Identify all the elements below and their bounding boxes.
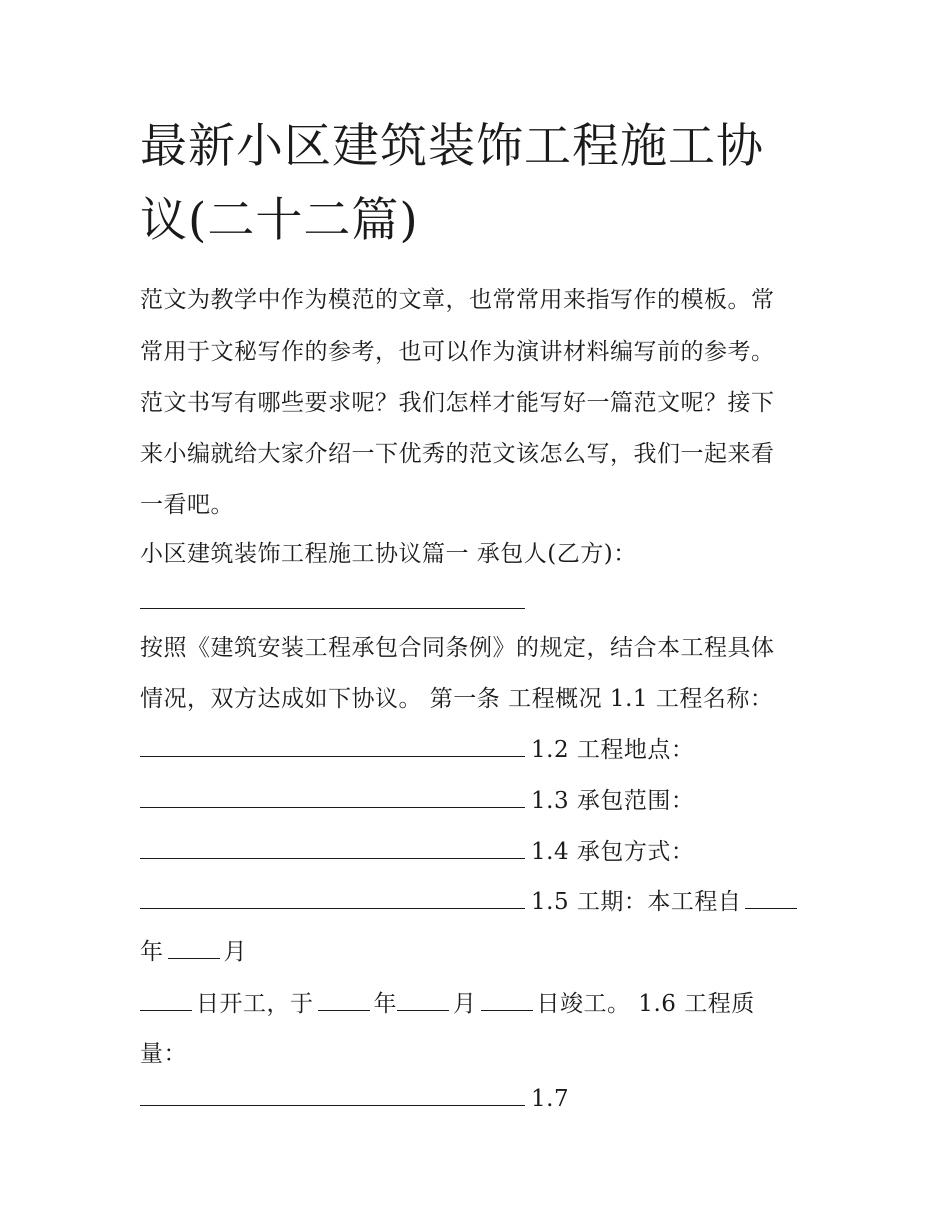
fill-in-blank: [168, 938, 220, 959]
item-1-7-line: [140, 1083, 820, 1115]
date-range-line: [140, 988, 820, 1020]
fill-in-blank: [397, 990, 449, 1011]
intro-line-5: 一看吧。: [140, 492, 234, 518]
title-line-1: 最新小区建筑装饰工程施工协: [140, 119, 764, 174]
start-label: 日开工，于: [196, 991, 314, 1017]
fill-in-blank: [140, 734, 525, 757]
quality-label: 量：: [140, 1041, 187, 1067]
item-1-3-label: 1.3 承包范围：: [531, 788, 695, 814]
section-heading: 小区建筑装饰工程施工协议篇一 承包人(乙方)：: [140, 541, 637, 567]
fill-in-blank: [140, 1083, 525, 1106]
item-1-7-label: 1.7: [531, 1086, 570, 1112]
party-b-blank-line: [140, 586, 820, 618]
item-1-5-line: [140, 886, 820, 918]
document-title: [140, 110, 820, 258]
body-line-2: 情况，双方达成如下协议。 第一条 工程概况 1.1 工程名称：: [140, 686, 774, 712]
intro-line-3: 范文书写有哪些要求呢？我们怎样才能写好一篇范文呢？接下: [140, 390, 775, 416]
item-1-3-line: [140, 785, 820, 817]
fill-in-blank: [318, 990, 370, 1011]
intro-line-2: 常用于文秘写作的参考，也可以作为演讲材料编写前的参考。: [140, 339, 775, 365]
intro-line-4: 来小编就给大家介绍一下优秀的范文该怎么写，我们一起来看: [140, 441, 775, 467]
month-label: 月: [223, 939, 247, 965]
intro-line-1: 范文为教学中作为模范的文章，也常常用来指写作的模板。常: [140, 287, 775, 313]
fill-in-blank: [140, 836, 525, 859]
end-label: 日竣工。 1.6 工程质: [536, 991, 755, 1017]
fill-in-blank: [140, 586, 525, 609]
year-label: 年: [140, 939, 164, 965]
start-date-line: [140, 936, 820, 968]
body-line-1: 按照《建筑安装工程承包合同条例》的规定，结合本工程具体: [140, 635, 775, 661]
fill-in-blank: [140, 990, 192, 1011]
fill-in-blank: [745, 888, 797, 909]
fill-in-blank: [140, 785, 525, 808]
item-1-5-label: 1.5 工期：本工程自: [531, 889, 742, 915]
item-1-2-line: [140, 734, 820, 766]
item-1-4-line: [140, 836, 820, 868]
month-label-2: 月: [453, 991, 477, 1017]
year-label-2: 年: [373, 991, 397, 1017]
item-1-4-label: 1.4 承包方式：: [531, 839, 695, 865]
fill-in-blank: [140, 886, 525, 909]
title-line-2: 议(二十二篇): [140, 193, 419, 248]
fill-in-blank: [481, 990, 533, 1011]
item-1-2-label: 1.2 工程地点：: [531, 737, 695, 763]
